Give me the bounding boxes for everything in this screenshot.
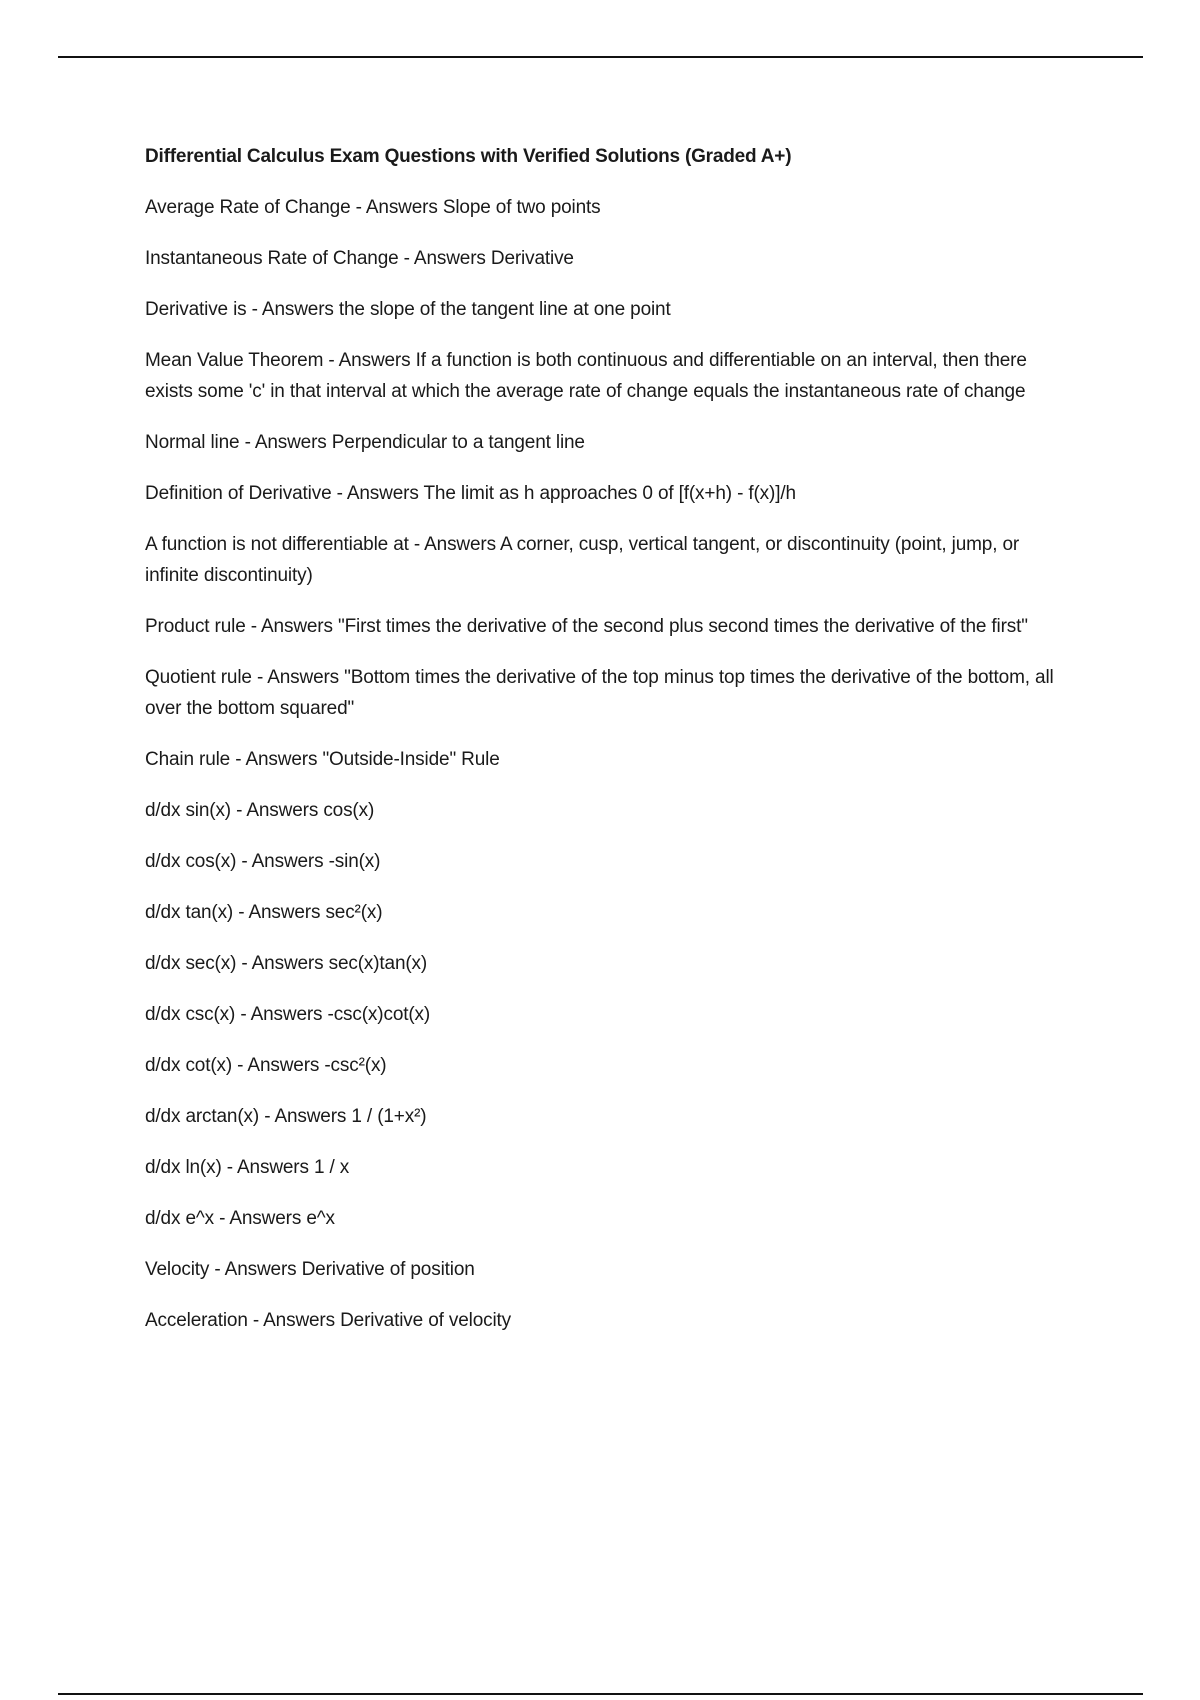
- qa-item: [145, 1152, 1075, 1183]
- qa-item: [145, 948, 1075, 979]
- qa-separator: - Answers: [209, 1259, 302, 1280]
- qa-term: Instantaneous Rate of Change: [145, 248, 399, 269]
- qa-item: [145, 478, 1075, 509]
- document-title: Differential Calculus Exam Questions with Verified Solutions (Graded A+): [145, 146, 792, 167]
- qa-separator: - Answers: [245, 616, 338, 637]
- qa-term: d/dx csc(x): [145, 1004, 236, 1025]
- qa-answer: Slope of two points: [442, 197, 601, 218]
- qa-answer: "Outside-Inside" Rule: [322, 749, 500, 770]
- qa-item: [145, 1203, 1075, 1234]
- qa-answer: Perpendicular to a tangent line: [331, 432, 585, 453]
- qa-separator: - Answers: [259, 1106, 352, 1127]
- document-body: [145, 142, 1075, 1356]
- qa-separator: - Answers: [236, 851, 329, 872]
- qa-item: [145, 529, 1075, 591]
- qa-term: d/dx sin(x): [145, 800, 231, 821]
- qa-item: [145, 1305, 1075, 1336]
- qa-term: Velocity: [145, 1259, 210, 1280]
- qa-item: [145, 1050, 1075, 1081]
- qa-term: Average Rate of Change: [145, 197, 351, 218]
- qa-term: Chain rule: [145, 749, 231, 770]
- qa-item: [145, 897, 1075, 928]
- qa-answer: Derivative of velocity: [340, 1310, 512, 1331]
- qa-separator: - Answers: [230, 749, 323, 770]
- qa-item: [145, 192, 1075, 223]
- qa-term: d/dx ln(x): [145, 1157, 222, 1178]
- qa-term: Definition of Derivative: [145, 483, 332, 504]
- qa-separator: - Answers: [213, 1208, 307, 1229]
- qa-answer: A corner, cusp, vertical tangent, or discontinuity (point, jump, or infinite discontinuity): [145, 534, 1020, 586]
- qa-answer: "Bottom times the derivative of the top minus top times the derivative of the bottom, all over the bottom squared": [145, 667, 1054, 719]
- qa-term: A function is not differentiable at: [145, 534, 409, 555]
- qa-answer: sec(x)tan(x): [328, 953, 428, 974]
- qa-item: [145, 611, 1075, 642]
- qa-answer: Derivative of position: [301, 1259, 475, 1280]
- qa-term: Acceleration: [145, 1310, 248, 1331]
- qa-answer: the slope of the tangent line at one point: [338, 299, 671, 320]
- qa-item: [145, 294, 1075, 325]
- qa-answer: -csc(x)cot(x): [327, 1004, 431, 1025]
- qa-item: [145, 1254, 1075, 1285]
- qa-term: d/dx e^x: [145, 1208, 214, 1229]
- qa-answer: 1 / (1+x²): [351, 1106, 427, 1127]
- qa-item: [145, 1101, 1075, 1132]
- qa-item: [145, 662, 1075, 724]
- qa-term: Product rule: [145, 616, 246, 637]
- qa-answer: "First times the derivative of the second plus second times the derivative of the first": [337, 616, 1028, 637]
- qa-answer: Derivative: [490, 248, 574, 269]
- qa-item: [145, 795, 1075, 826]
- qa-separator: - Answers: [251, 667, 345, 688]
- qa-separator: - Answers: [235, 1004, 328, 1025]
- qa-list: [145, 192, 1075, 1336]
- header-rule: [58, 56, 1143, 58]
- qa-term: d/dx cot(x): [145, 1055, 233, 1076]
- qa-item: [145, 744, 1075, 775]
- qa-separator: - Answers: [408, 534, 501, 555]
- qa-item: [145, 999, 1075, 1030]
- qa-answer: cos(x): [323, 800, 375, 821]
- qa-item: [145, 427, 1075, 458]
- qa-item: [145, 345, 1075, 407]
- qa-separator: - Answers: [398, 248, 491, 269]
- qa-separator: - Answers: [350, 197, 443, 218]
- qa-answer: e^x: [306, 1208, 335, 1229]
- qa-separator: - Answers: [221, 1157, 314, 1178]
- qa-separator: - Answers: [246, 299, 339, 320]
- qa-term: Mean Value Theorem: [145, 350, 324, 371]
- qa-answer: 1 / x: [313, 1157, 350, 1178]
- qa-separator: - Answers: [239, 432, 332, 453]
- qa-term: Normal line: [145, 432, 240, 453]
- qa-item: [145, 243, 1075, 274]
- qa-term: Derivative is: [145, 299, 247, 320]
- qa-separator: - Answers: [230, 800, 324, 821]
- qa-separator: - Answers: [232, 1055, 325, 1076]
- qa-term: d/dx arctan(x): [145, 1106, 260, 1127]
- qa-answer: If a function is both continuous and differentiable on an interval, then there exists some 'c' in that interval at which the average rate of change equals the instantaneous rate of change: [145, 350, 1027, 402]
- qa-separator: - Answers: [236, 953, 329, 974]
- qa-term: Quotient rule: [145, 667, 252, 688]
- qa-term: d/dx sec(x): [145, 953, 237, 974]
- qa-answer: sec²(x): [325, 902, 383, 923]
- qa-separator: - Answers: [233, 902, 326, 923]
- qa-separator: - Answers: [247, 1310, 341, 1331]
- qa-separator: - Answers: [331, 483, 424, 504]
- footer-rule: [58, 1693, 1143, 1695]
- qa-term: d/dx cos(x): [145, 851, 237, 872]
- qa-item: [145, 846, 1075, 877]
- qa-separator: - Answers: [323, 350, 416, 371]
- qa-answer: -sin(x): [328, 851, 381, 872]
- qa-term: d/dx tan(x): [145, 902, 234, 923]
- qa-answer: The limit as h approaches 0 of [f(x+h) - f(x)]/h: [423, 483, 796, 504]
- qa-answer: -csc²(x): [324, 1055, 387, 1076]
